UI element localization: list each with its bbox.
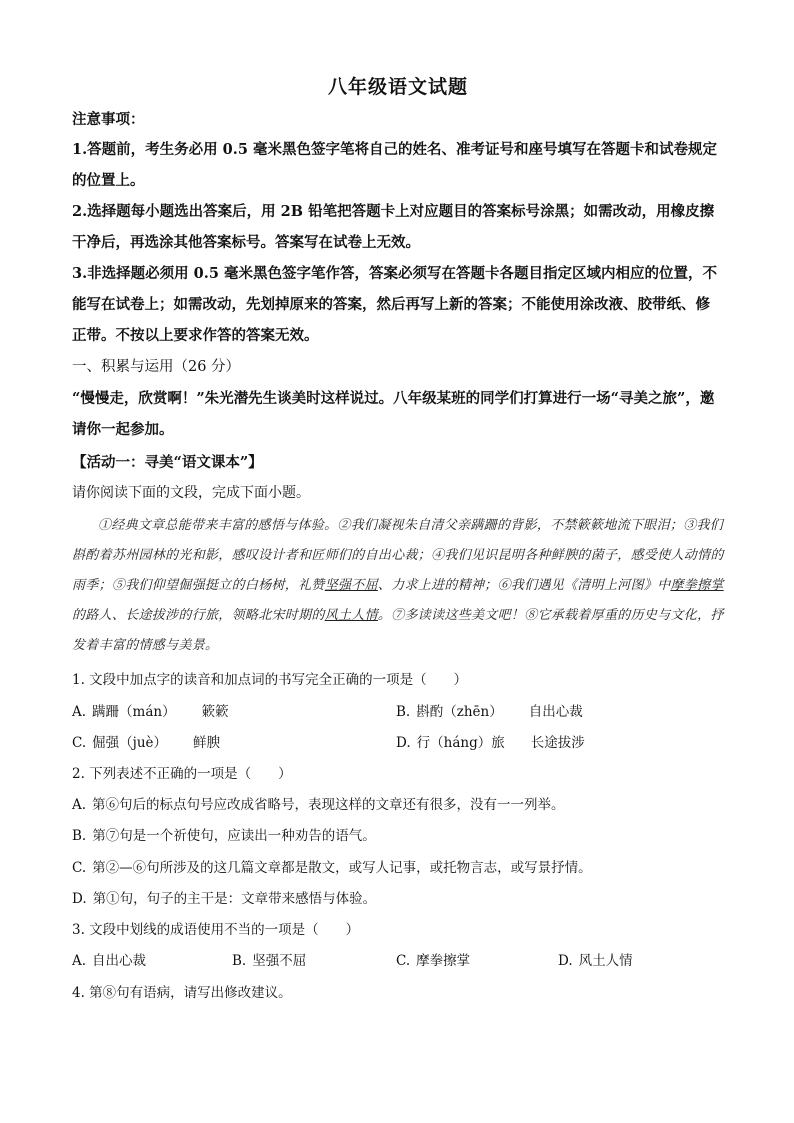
- option-word: 鲜腴: [193, 735, 221, 751]
- underlined-idiom-2: 摩拳擦掌: [670, 578, 724, 593]
- option-text: 第⑥句后的标点句号应改成省略号，表现这样的文章还有很多，没有一一列举。: [92, 797, 565, 813]
- question-2-option-b: [72, 825, 376, 847]
- activity-heading: 【活动一：寻美“语文课本”】: [72, 454, 263, 471]
- option-text: 第⑦句是一个祈使句，应读出一种劝告的语气。: [92, 828, 376, 844]
- option-text: 蹒跚（mán）: [92, 704, 176, 720]
- option-text: 风土人情: [578, 953, 633, 969]
- option-text: 坚强不屈: [252, 953, 307, 969]
- passage-part-3: 的路人、长途拔涉的行旅，领略北宋时期的: [72, 608, 325, 623]
- underlined-idiom-1: 坚强不屈: [324, 578, 378, 593]
- page-title: 八年级语文试题: [327, 76, 468, 98]
- option-letter: B.: [72, 828, 87, 844]
- notice-item-3: 3.非选择题必须用 0.5 毫米黑色签字笔作答，答案必须写在答题卡各题目指定区域内相应的位置，不能写在试卷上；如需改动，先划掉原来的答案，然后再写上新的答案；不能使用涂改液、胶带纸、修正带。不按以上要求作答的答案无效。: [72, 265, 717, 344]
- question-1-option-a: [72, 701, 229, 723]
- option-letter: B.: [232, 953, 247, 969]
- section-intro: “慢慢走，欣赏啊！”朱光潜先生谈美时这样说过。八年级某班的同学们打算进行一场“寻美之旅”，邀请你一起参加。: [72, 390, 715, 438]
- passage-part-4: 。⑦多读读这些美文吧！⑧它承载着厚重的历史与文化，抒发着丰富的情感与美景。: [72, 608, 724, 653]
- option-letter: B.: [396, 704, 411, 720]
- option-text: 行（háng）旅: [416, 735, 505, 751]
- passage-part-2: 、力求上进的精神；⑥我们遇见《清明上河图》中: [377, 578, 671, 593]
- question-1-option-b: [396, 701, 583, 723]
- option-word: 簌簌: [201, 704, 229, 720]
- question-2-stem: 2. 下列表述不正确的一项是（ ）: [72, 766, 292, 782]
- underlined-idiom-3: 风土人情: [324, 608, 378, 623]
- question-1-option-c: [72, 732, 220, 754]
- option-word: 自出心裁: [528, 704, 583, 720]
- notice-item-1: 1.答题前，考生务必用 0.5 毫米黑色签字笔将自己的姓名、准考证号和座号填写在答题卡和试卷规定的位置上。: [72, 141, 717, 189]
- question-1-stem: 1. 文段中加点字的读音和加点词的书写完全正确的一项是（ ）: [72, 672, 468, 688]
- question-1-option-d: [396, 732, 585, 754]
- question-2-option-a: [72, 794, 565, 816]
- section-heading: 一、积累与运用（26 分）: [72, 359, 241, 375]
- option-word: 长途拔涉: [530, 735, 585, 751]
- question-2-option-c: [72, 857, 592, 879]
- option-letter: C.: [396, 953, 411, 969]
- option-letter: C.: [72, 735, 87, 751]
- option-text: 第①句，句子的主干是：文章带来感悟与体验。: [92, 891, 377, 907]
- option-letter: D.: [558, 953, 573, 969]
- option-text: 摩拳擦掌: [416, 953, 471, 969]
- reading-passage: [72, 511, 724, 661]
- option-letter: D.: [72, 891, 87, 907]
- question-3-option-d: [558, 950, 633, 972]
- option-letter: A.: [72, 704, 87, 720]
- option-letter: A.: [72, 797, 87, 813]
- question-2-option-d: [72, 888, 376, 910]
- option-text: 倔强（juè）: [92, 735, 168, 751]
- option-text: 第②—⑥句所涉及的这几篇文章都是散文，或写人记事，或托物言志，或写景抒情。: [92, 860, 592, 876]
- option-letter: A.: [72, 953, 87, 969]
- notice-item-2: 2.选择题每小题选出答案后，用 2B 铅笔把答题卡上对应题目的答案标号涂黑；如需改动，用橡皮擦干净后，再选涂其他答案标号。答案写在试卷上无效。: [72, 203, 715, 251]
- question-4-stem: 4. 第⑧句有语病，请写出修改建议。: [72, 985, 292, 1001]
- reading-instruction: 请你阅读下面的文段，完成下面小题。: [72, 485, 310, 501]
- passage-part-1: ①经典文章总能带来丰富的感悟与体验。②我们凝视朱自清父亲蹒跚的背影，不禁簌簌地流下眼泪；③我们斟酌着苏州园林的光和影，感叹设计者和匠师们的自出心裁；④我们见识昆明各种鲜腴的菌子，感受使人动情的雨季；⑤我们仰望倔强挺立的白杨树，礼赞: [72, 518, 724, 593]
- question-3-stem: 3. 文段中划线的成语使用不当的一项是（ ）: [72, 922, 360, 938]
- option-letter: D.: [396, 735, 411, 751]
- option-letter: C.: [72, 860, 87, 876]
- option-text: 斟酌（zhēn）: [416, 704, 503, 720]
- question-3-option-b: [232, 950, 306, 972]
- notice-label: 注意事项：: [72, 111, 145, 128]
- option-text: 自出心裁: [92, 953, 147, 969]
- question-3-option-c: [396, 950, 470, 972]
- question-3-option-a: [72, 950, 146, 972]
